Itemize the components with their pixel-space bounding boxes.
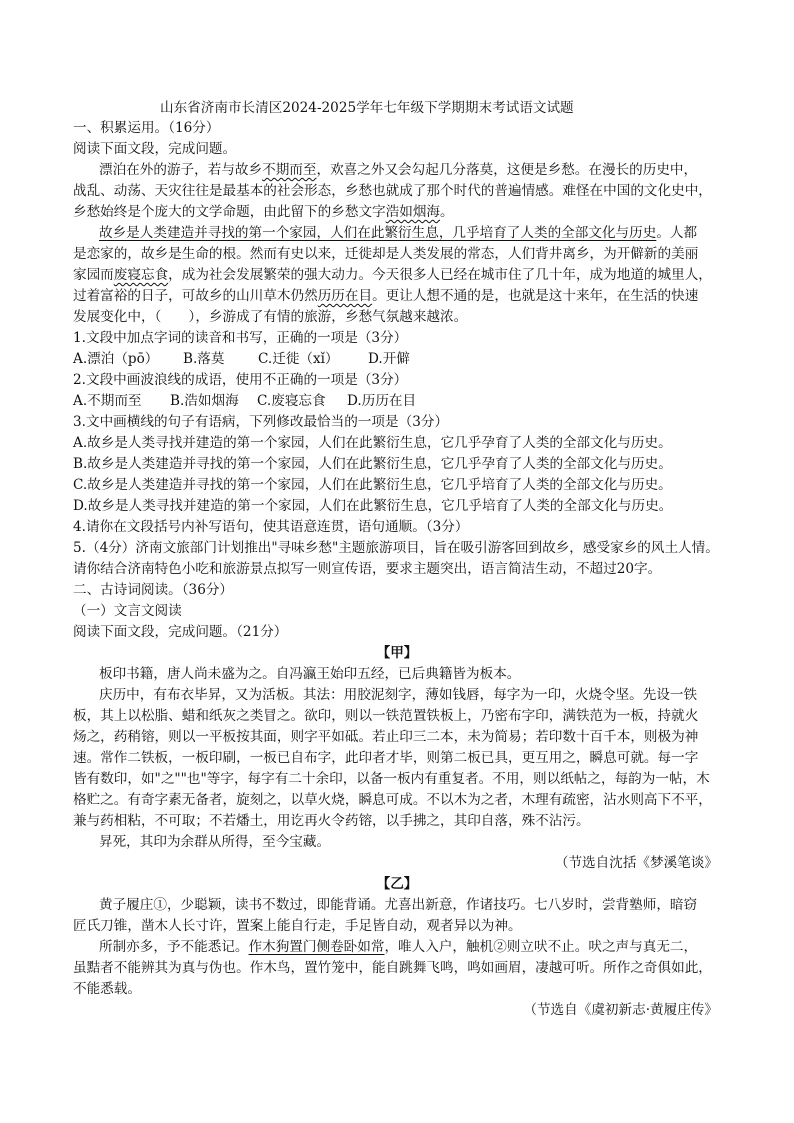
passage-line: 不能悉载。 [73,981,141,997]
source-citation: （节选自《虞初新志·黄履庄传》 [523,1002,718,1018]
option-d: D.开僻 [368,351,410,367]
question-2-options [73,391,733,411]
passage-line: 虽黠者不能辨其为真与伪也。作木鸟，置竹笼中，能自跳舞飞鸣，鸣如画眉，凄越可听。所作之奇俱如此， [73,960,712,976]
passage-line [99,223,733,243]
passage-label-yi: 【乙】 [376,876,418,892]
passage-line: 发展变化中，（ ），乡游成了有情的旅游，乡愁气氛越来越浓。 [73,309,468,325]
passage-line: 昇死，其印为余群从所得，至今宝藏。 [99,834,331,850]
option-c: C.故乡是人类建造并寻找的第一个家园，人们在此繁衍生息，它几乎培育了人类的全部文化与历史。 [73,477,672,493]
passage-line: 皆有数印，如"之""也"等字，每字有二十余印，以备一板内有重复者。不用，则以纸帖之，每韵为一帖，木 [73,771,710,787]
section2-intro: 阅读下面文段，完成问题。（21分） [73,624,288,640]
question-1-stem: 1.文段中加点字词的读音和书写，正确的一项是（3分） [73,330,408,346]
wavy-idiom: 历历在目 [317,288,373,304]
passage-line [99,160,733,180]
option-a: A.漂泊（pō） [73,351,159,367]
passage-line: 板印书籍，唐人尚未盛为之。自冯瀛王始印五经，已后典籍皆为板本。 [99,666,521,682]
section2-heading: 二、古诗词阅读。（36分） [73,582,234,598]
section1-heading: 一、积累运用。（16分） [73,120,220,136]
option-d: D.历历在目 [347,393,417,409]
passage-line: 黄子履庄①，少聪颖，读书不数过，即能背诵。尤喜出新意，作诸技巧。七八岁时，尝背塾师，暗窃 [99,897,698,913]
option-a: A.不期而至 [73,393,142,409]
text-span: 家园而 [73,267,114,283]
option-a: A.故乡是人类寻找并建造的第一个家园，人们在此繁衍生息，它几乎孕育了人类的全部文化与历史。 [73,435,672,451]
text-span: 。更让人想不通的是，也就是这十来年，在生活的快速 [372,288,699,304]
passage-line [73,265,733,285]
subsection-heading: （一）文言文阅读 [73,603,182,619]
section1-intro: 阅读下面文段，完成问题。 [73,141,237,157]
passage-line [73,286,733,306]
wavy-idiom: 不期而至 [262,162,317,178]
passage-line: 庆历中，有布衣毕昇，又为活板。其法：用胶泥刻字，薄如钱唇，每字为一印，火烧令坚。先设一铁 [99,687,698,703]
passage-label-jia: 【甲】 [376,645,418,661]
text-span: ，欢喜之外又会勾起几分落莫，这便是乡愁。在漫长的历史中， [316,162,698,178]
passage-line: 格贮之。有奇字素无备者，旋刻之，以草火烧，瞬息可成。不以木为之者，木理有疏密，沾水则高下不平， [73,792,712,808]
question-1-options [73,349,733,369]
question-4: 4.请你在文段括号内补写语句，使其语意连贯，语句通顺。（3分） [73,519,469,535]
passage-line [73,202,733,222]
passage-line: 速。常作二铁板，一板印刷，一板已自布字，此印者才毕，则第二板已具，更互用之，瞬息可就。每一字 [73,750,699,766]
wavy-idiom: 浩如烟海 [385,204,441,220]
question-3-stem: 3.文中画横线的句子有语病，下列修改最恰当的一项是（3分） [73,414,449,430]
question-5-line: 请你结合济南特色小吃和旅游景点拟写一则宣传语，要求主题突出，语言简洁生动，不超过20字。 [73,561,662,577]
passage-line: 炀之，药稍镕，则以一平板按其面，则字平如砥。若止印三二本，未为简易；若印数十百千本，则极为神 [73,729,699,745]
source-citation: （节选自沈括《梦溪笔谈》 [554,855,718,871]
text-span: 过着富裕的日子，可故乡的山川草木仍然 [73,288,318,304]
passage-line: 战乱、动荡、天灾往往是最基本的社会形态，乡愁也就成了那个时代的普遍情感。难怪在中国的文化史中， [73,183,712,199]
text-span: 乡愁始终是个庞大的文学命题，由此留下的乡愁文字 [73,204,386,220]
passage-line [99,937,733,957]
option-d: D.故乡是人类寻找并建造的第一个家园，人们在此繁衍生息，它几乎培育了人类的全部文化与历史。 [73,498,673,514]
passage-line: 是恋家的，故乡是生命的根。然而有史以来，迁徙却是人类发展的常态，人们背井离乡，为开僻新的美丽 [73,246,699,262]
option-b: B.故乡是人类建造并寻找的第一个家园，人们在此繁衍生息，它几乎孕育了人类的全部文化与历史。 [73,456,672,472]
text-span: ，成为社会发展繁荣的强大动力。今天很多人已经在城市住了几十年，成为地道的城里人， [168,267,712,283]
option-b: B.浩如烟海 [170,393,239,409]
option-b: B.落莫 [183,351,225,367]
passage-line: 兼与药相粘，不可取；不若燔土，用讫再火令药镕，以手拂之，其印自落，殊不沾污。 [73,813,590,829]
passage-line: 匠氏刀锥，凿木人长寸许，置案上能自行走，手足皆自动，观者异以为神。 [73,918,522,934]
page-title: 山东省济南市长清区2024-2025学年七年级下学期期末考试语文试题 [160,100,574,116]
underlined-sentence: 作木狗置门侧卷卧如常 [248,939,385,955]
question-2-stem: 2.文段中画波浪线的成语，使用不正确的一项是（3分） [73,372,408,388]
text-span: 漂泊在外的游子，若与故乡 [99,162,263,178]
question-5-line: 5.（4分）济南文旅部门计划推出"寻味乡愁"主题旅游项目，旨在吸引游客回到故乡，感受家乡的风土人情。 [73,540,719,556]
passage-line: 板，其上以松脂、蜡和纸灰之类冒之。欲印，则以一铁范置铁板上，乃密布字印，满铁范为一板，持就火 [73,708,699,724]
text-span: 。 [440,204,454,220]
text-span: ，唯人入户，触机②则立吠不止。吠之声与真无二， [384,939,698,955]
option-c: C.迁徙（xǐ） [258,351,339,367]
underlined-sentence: 故乡是人类建造并寻找的第一个家园，人们在此繁衍生息，几乎培育了人类的全部文化与历史 [99,225,657,241]
option-c: C.废寝忘食 [257,393,326,409]
wavy-idiom: 废寝忘食 [113,267,169,283]
text-span: 。人都 [656,225,698,241]
text-span: 所制亦多，予不能悉记。 [99,939,249,955]
